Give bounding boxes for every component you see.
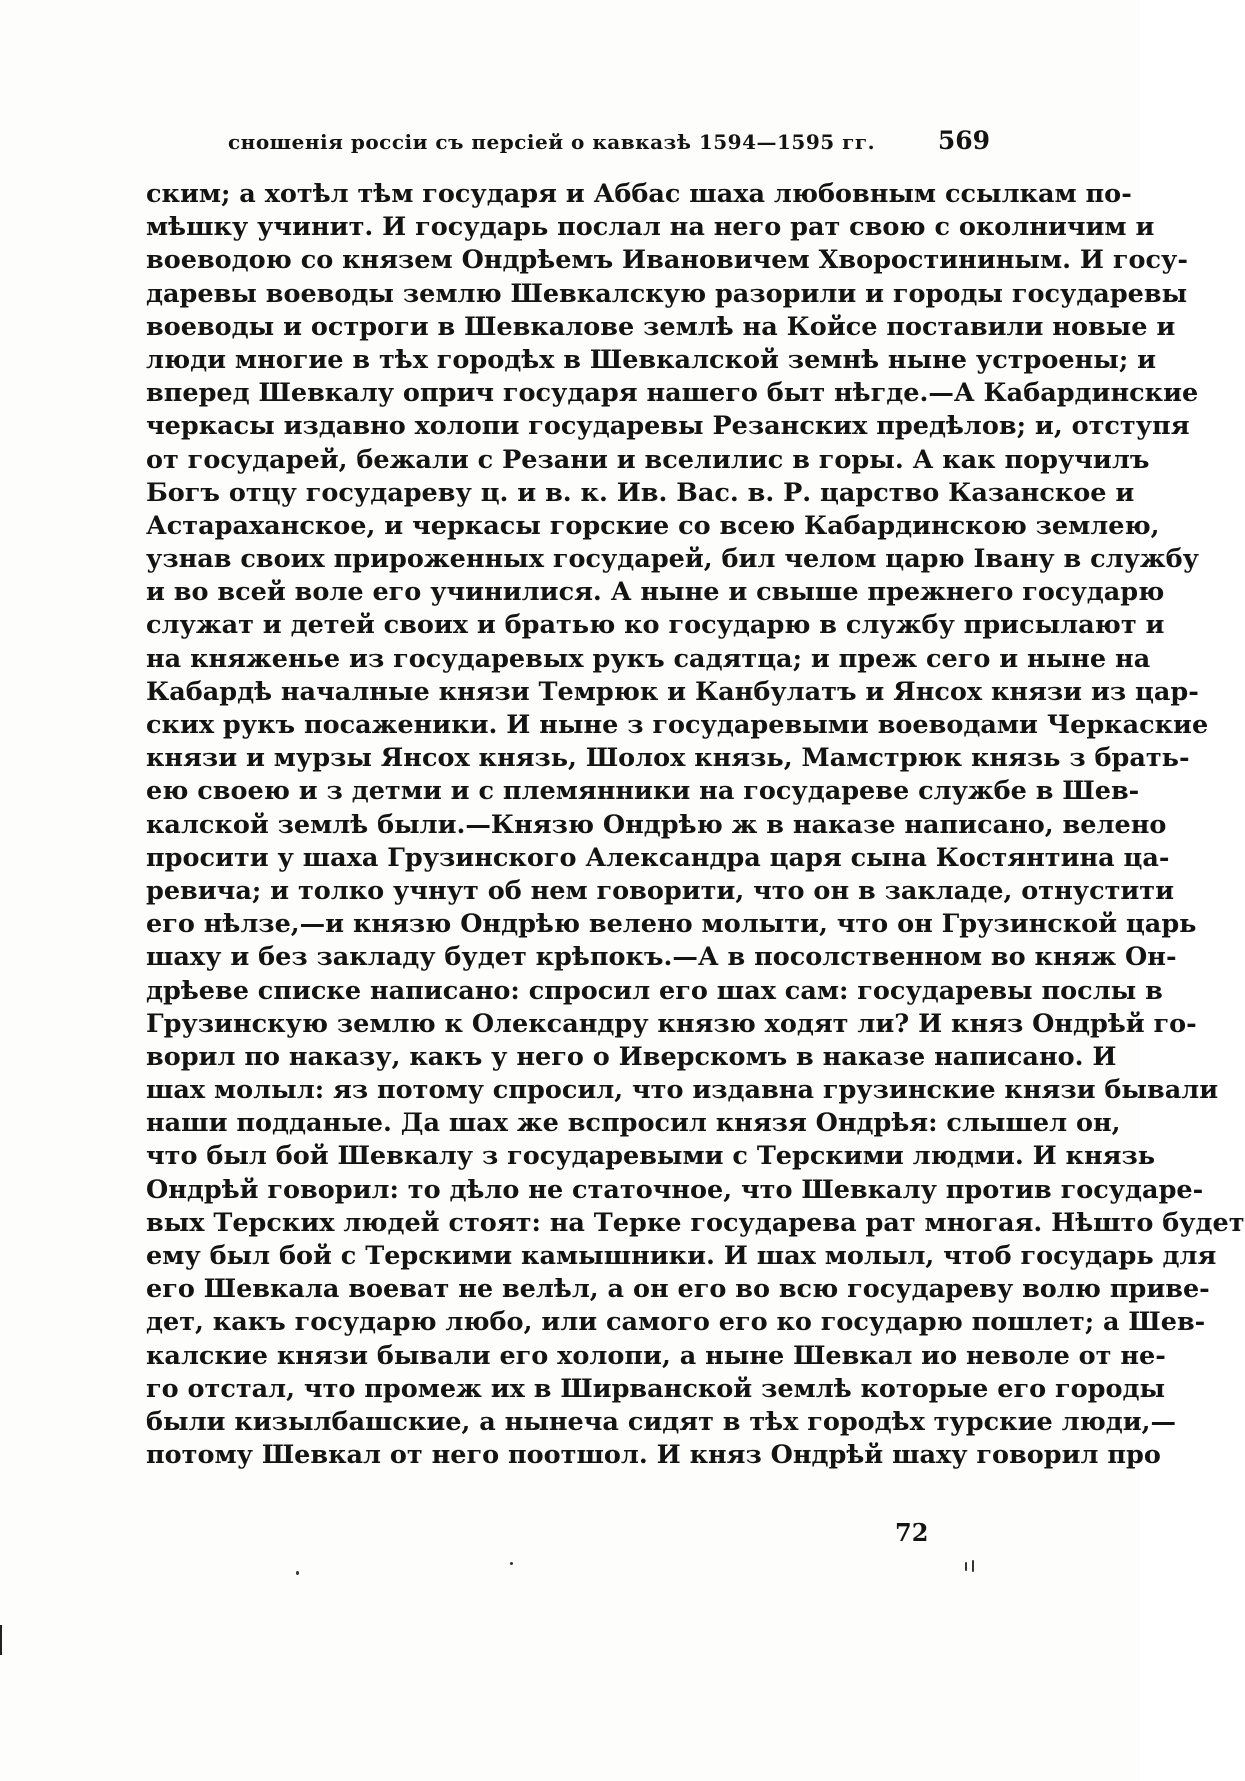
text-line: вперед Шевкалу оприч государя нашего быт нѣгде.—А Кабардинские — [146, 378, 1199, 409]
text-line: его Шевкала воеват не велѣл, а он его во всю государеву волю приве- — [146, 1274, 1210, 1305]
text-line: го отстал, что промеж их в Ширванской землѣ которые его городы — [146, 1373, 1166, 1404]
text-line: ворил по наказу, какъ у него о Иверскомъ в наказе написано. И — [146, 1041, 1117, 1072]
text-line: калской землѣ были.—Князю Ондрѣю ж в наказе написано, велено — [146, 809, 1167, 840]
text-line: были кизылбашские, а нынеча сидят в тѣх городѣх турские люди,— — [146, 1406, 1176, 1437]
scan-speck — [972, 1560, 974, 1572]
text-line: Кабардѣ началные князи Темрюк и Канбулатъ и Янсох князи из цар- — [146, 676, 1199, 707]
text-line: ему был бой с Терскими камышники. И шах молыл, чтоб государь для — [146, 1241, 1217, 1271]
text-line: князи и мурзы Янсох князь, Шолох князь, Мамстрюк князь з брать- — [146, 743, 1190, 774]
text-line: Ондрѣй говорил: то дѣло не статочное, что Шевкалу против государе- — [146, 1174, 1204, 1205]
text-line: от государей, бежали с Резани и вселилис в горы. А как поручилъ — [146, 444, 1150, 475]
signature-mark: 72 — [895, 1518, 929, 1547]
text-line: даревы воеводы землю Шевкалскую разорили и городы государевы — [146, 278, 1188, 309]
text-line: черкасы издавно холопи государевы Резанских предѣлов; и, отступя — [146, 411, 1190, 442]
text-line: ревича; и толко учнут об нем говорити, что он в закладе, отнустити — [146, 875, 1175, 906]
scan-edge-mark — [0, 1625, 2, 1655]
text-line: ских рукъ посаженики. И ныне з государевыми воеводами Черкаские — [146, 710, 1209, 740]
text-line: вых Терских людей стоят: на Терке государева рат многая. Нѣшто будет — [146, 1207, 1245, 1238]
text-line: ским; а хотѣл тѣм государя и Аббас шаха любовным ссылкам по- — [146, 179, 1132, 209]
text-line: дрѣеве списке написано: спросил его шах сам: государевы послы в — [146, 975, 1163, 1006]
body-text — [146, 178, 1245, 1472]
text-line: шах молыл: яз потому спросил, что издавна грузинские князи бывали — [146, 1075, 1219, 1106]
text-line: и во всей воле его учинилися. А ныне и свыше прежнего государю — [146, 577, 1165, 608]
page-header — [228, 126, 990, 160]
text-line: потому Шевкал от него поотшол. И княз Ондрѣй шаху говорил про — [146, 1440, 1161, 1471]
text-line: на княженье из государевых рукъ садятца; и преж сего и ныне на — [146, 643, 1151, 674]
text-line: шаху и без закладу будет крѣпокъ.—А в посолственном во княж Он- — [146, 942, 1177, 973]
text-line: наши подданые. Да шах же вспросил князя Ондрѣя: слышел он, — [146, 1108, 1121, 1139]
running-title: сношенія россіи съ персіей о кавказѣ 1594—1595 гг. — [228, 130, 876, 154]
text-line: просити у шаха Грузинского Александра царя сына Костянтина ца- — [146, 842, 1170, 873]
text-line: узнав своих прироженных государей, бил челом царю Івану в службу — [146, 544, 1199, 575]
text-line: воеводою со князем Ондрѣемъ Ивановичем Хворостининым. И госу- — [146, 245, 1188, 276]
scan-speck — [510, 1562, 513, 1565]
scan-speck — [965, 1562, 967, 1571]
text-line: воеводы и остроги в Шевкалове землѣ на Койсе поставили новые и — [146, 311, 1176, 342]
text-line: что был бой Шевкалу з государевыми с Терскими людми. И князь — [146, 1141, 1156, 1172]
text-line: дет, какъ государю любо, или самого его ко государю пошлет; а Шев- — [146, 1307, 1206, 1338]
text-line: люди многие в тѣх городѣх в Шевкалской земнѣ ныне устроены; и — [146, 344, 1157, 375]
text-line: ею своею и з детми и с племянники на государеве службе в Шев- — [146, 776, 1140, 807]
text-line: его нѣлзе,—и князю Ондрѣю велено молыти, что он Грузинской царь — [146, 909, 1197, 940]
scan-speck — [296, 1571, 299, 1575]
page-number: 569 — [937, 126, 990, 155]
text-line: калские князи бывали его холопи, а ныне Шевкал ио неволе от не- — [146, 1340, 1166, 1371]
text-line: мѣшку учинит. И государь послал на него рат свою с околничим и — [146, 212, 1155, 243]
text-line: Богъ отцу государеву ц. и в. к. Ив. Вас. в. Р. царство Казанское и — [146, 477, 1135, 508]
text-line: служат и детей своих и братью ко государю в службу присылают и — [146, 610, 1165, 641]
text-line: Астараханское, и черкасы горские со всею Кабардинскою землею, — [146, 510, 1160, 541]
text-line: Грузинскую землю к Олександру князю ходят ли? И княз Ондрѣй го- — [146, 1008, 1197, 1039]
